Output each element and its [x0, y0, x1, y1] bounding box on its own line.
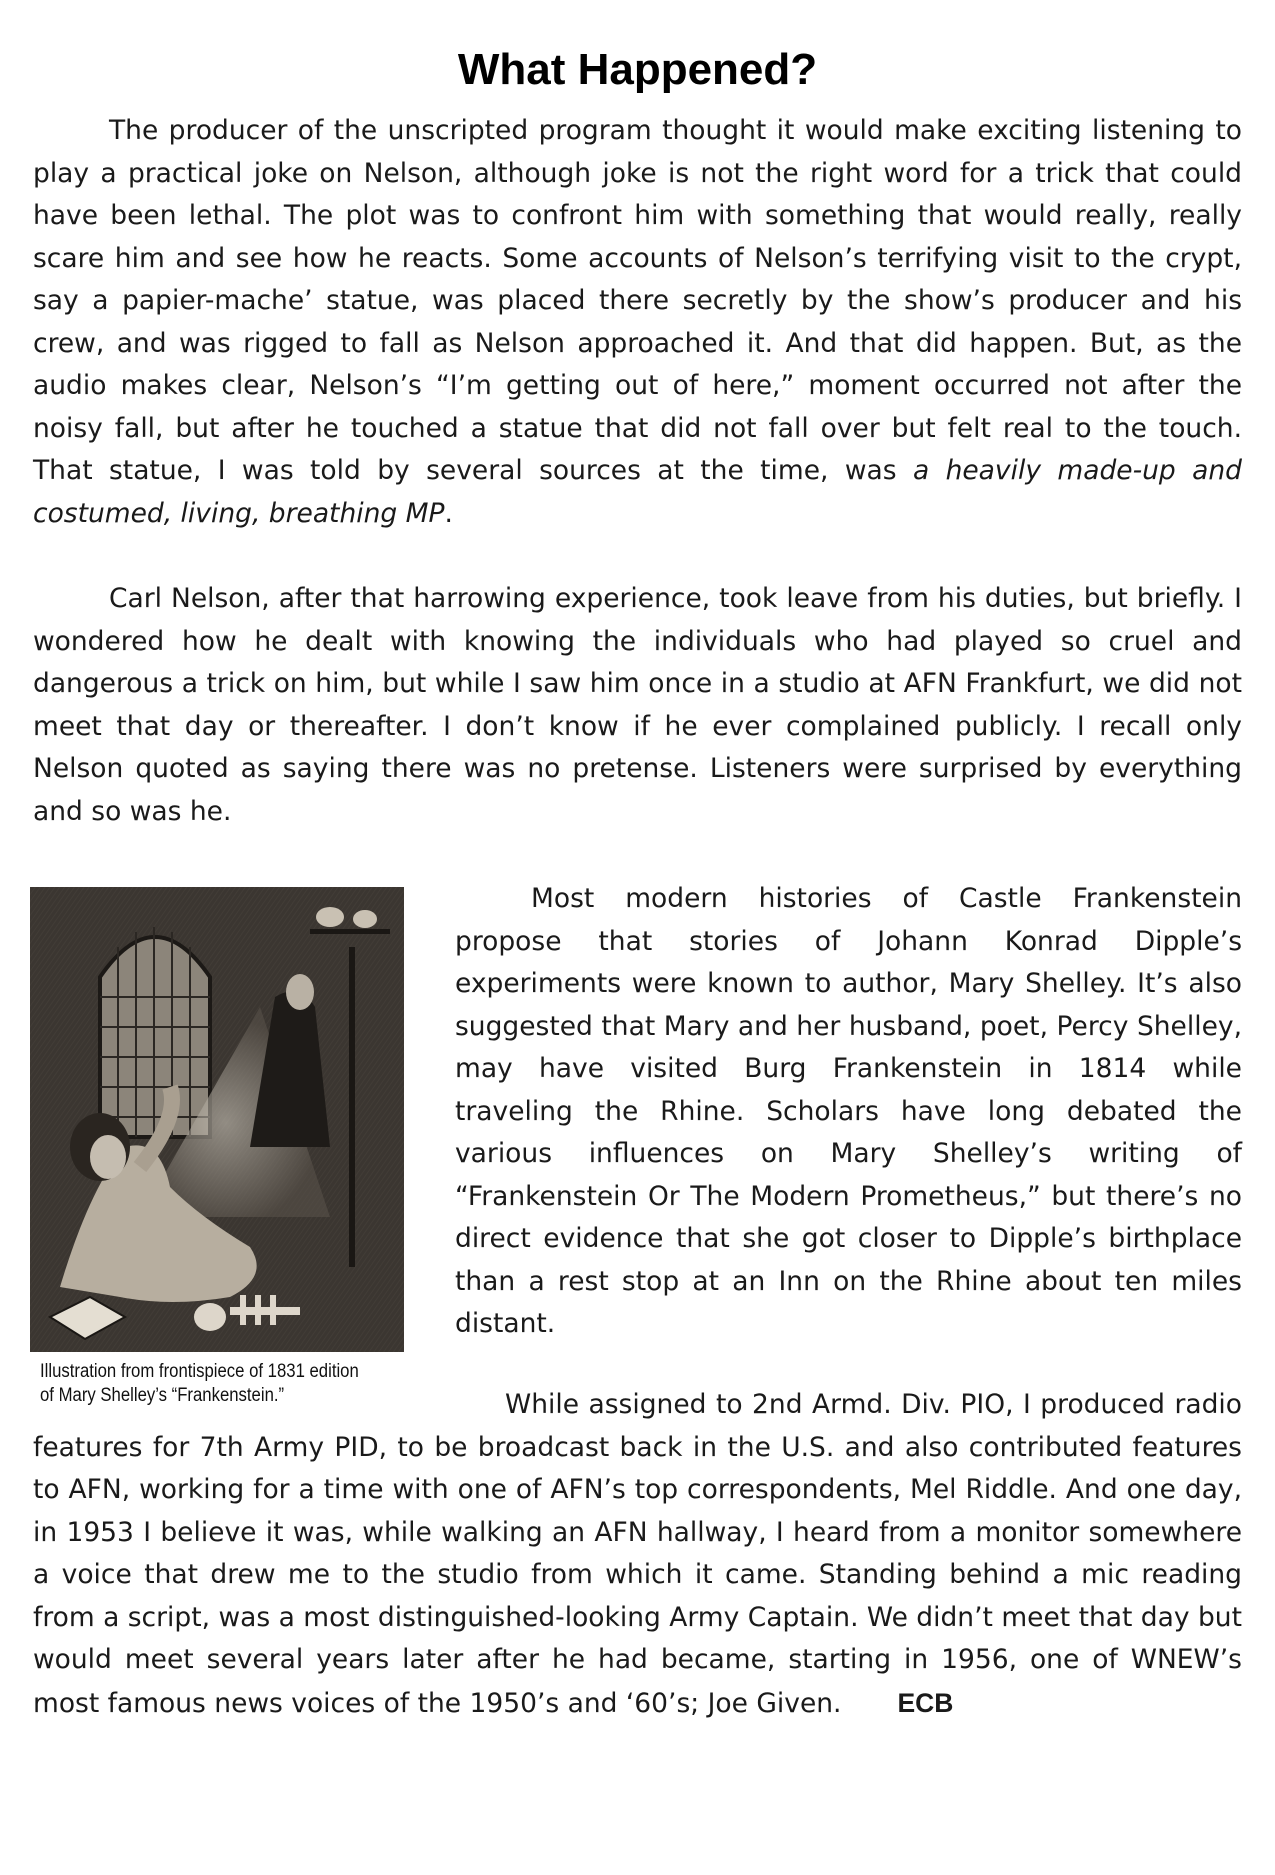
paragraph-1-end: . [444, 497, 453, 529]
figure-caption-line-1: Illustration from frontispiece of 1831 edition [40, 1361, 359, 1382]
figure-caption-line-2: of Mary Shelley’s “Frankenstein.” [40, 1385, 285, 1406]
paragraph-4 [33, 1384, 1242, 1725]
frankenstein-illustration [30, 887, 404, 1352]
page-title: What Happened? [457, 45, 818, 94]
paragraph-1-italic: a heavily made-up and costumed, living, breathing MP [33, 455, 1242, 529]
paragraph-4-text: While assigned to 2nd Armd. Div. PIO, I produced radio features for 7th Army PID, to be broadcast back in the U.S. and also contributed features to AFN, working for a time with one of AFN’s top correspondents, Mel Riddle. And one day, in 1953 I believe it was, while walking an AFN hallway, I heard from a monitor somewhere a voice that drew me to the studio from which it came. Standing behind a mic reading from a script, was a most distinguished-looking Army Captain. We didn’t meet that day but would meet several years later after he had became, starting in 1956, one of WNEW’s most famous news voices of the 1950’s and ‘60’s; Joe Given. [33, 1389, 1242, 1719]
paragraph-1-text: The producer of the unscripted program thought it would make exciting listening to play a practical joke on Nelson, although joke is not the right word for a trick that could have been lethal. The plot was to confront him with something that would really, really scare him and see how he reacts. Some accounts of Nelson’s terrifying visit to the crypt, say a papier-mache’ statue, was placed there secretly by the show’s producer and his crew, and was rigged to fall as Nelson approached it. And that did happen. But, as the audio makes clear, Nelson’s “I’m getting out of here,” moment occurred not after the noisy fall, but after he touched a statue that did not fall over but felt real to the touch. That statue, I was told by several sources at the time, was [33, 115, 1242, 486]
author-initials: ECB [897, 1687, 954, 1718]
paragraph-3: Most modern histories of Castle Frankenstein propose that stories of Johann Konrad Dipple’s experiments were known to author, Mary Shelley. It’s also suggested that Mary and her husband, poet, Percy Shelley, may have visited Burg Frankenstein in 1814 while traveling the Rhine. Scholars have long debated the various influences on Mary Shelley’s writing of “Frankenstein Or The Modern Prometheus,” but there’s no direct evidence that she got closer to Dipple’s birthplace than a rest stop at an Inn on the Rhine about ten miles distant. [455, 883, 1242, 1339]
paragraph-1 [33, 110, 1242, 535]
paragraph-2: Carl Nelson, after that harrowing experience, took leave from his duties, but briefly. I wondered how he dealt with knowing the individuals who had played so cruel and dangerous a trick on him, but while I saw him once in a studio at AFN Frankfurt, we did not meet that day or thereafter. I don’t know if he ever complained publicly. I recall only Nelson quoted as saying there was no pretense. Listeners were surprised by everything and so was he. [33, 583, 1242, 827]
engraving-image [30, 887, 404, 1352]
